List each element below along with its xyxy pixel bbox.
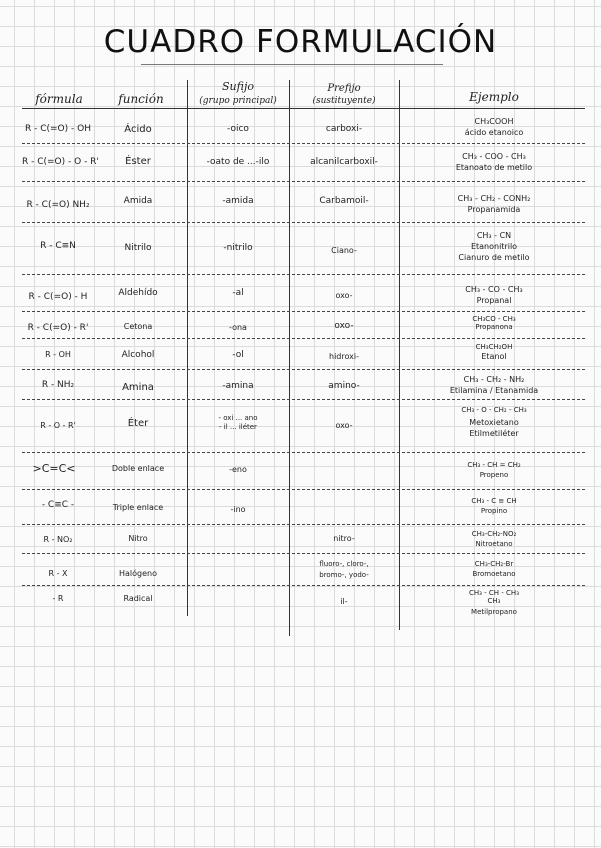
row-amida-formula: R - C(=O) NH₂ (26, 200, 90, 210)
row-separator (22, 524, 585, 525)
row-cetona-sufijo: -ona (229, 323, 247, 332)
row-triple-funcion: Triple enlace (112, 503, 164, 512)
row-nitro-prefijo: nitro- (333, 534, 355, 543)
header-sufijo: Sufijo (222, 80, 254, 93)
row-alcohol-funcion: Alcohol (121, 350, 155, 360)
row-radical-ejemplo (404, 589, 584, 616)
ejemplo-formula: CH₃ - COO - CH₃ (462, 152, 526, 161)
row-cetona-funcion: Cetona (123, 322, 153, 331)
ejemplo-formula: CH₃-CH₂-NO₂ (471, 530, 517, 538)
prefijo-linea-2: bromo-, yodo- (319, 571, 369, 579)
row-acido-formula: R - C(=O) - OH (25, 124, 91, 134)
row-eter-ejemplo (404, 406, 584, 439)
row-amina-ejemplo (404, 374, 584, 396)
row-separator (22, 369, 585, 370)
row-cetona-formula: R - C(=O) - R' (27, 323, 89, 333)
row-separator (22, 143, 585, 144)
col-divider-ejemplo (399, 80, 400, 630)
ejemplo-formula: CH₃ - CH₂ - NH₂ (463, 375, 525, 384)
row-nitrilo-funcion: Nitrilo (124, 243, 152, 253)
sufijo-linea-2: - il ... iléter (219, 423, 257, 431)
row-halogeno-prefijo (292, 559, 396, 581)
ejemplo-nombre-alt: Etilmetiléter (469, 429, 519, 438)
ejemplo-formula: CH₃ - CN (476, 231, 512, 240)
row-acido-prefijo: carboxi- (325, 124, 363, 134)
row-separator (22, 489, 585, 490)
ejemplo-nombre: ácido etanoico (464, 128, 524, 137)
row-nitrilo-prefijo: Ciano- (331, 246, 357, 255)
row-doble-funcion: Doble enlace (111, 464, 165, 473)
row-aldehido-prefijo: oxo- (335, 291, 353, 300)
row-nitro-ejemplo (404, 530, 584, 548)
row-ester-sufijo: -oato de ...-ilo (206, 157, 270, 167)
row-nitrilo-formula: R - C≡N (40, 241, 76, 251)
ejemplo-nombre: Propanamida (467, 205, 521, 214)
ejemplo-nombre: Nitroetano (475, 540, 513, 548)
row-amina-formula: R - NH₂ (41, 380, 75, 390)
ejemplo-formula: CH₃ - CO - CH₃ (465, 285, 523, 294)
ejemplo-nombre: Propanal (476, 296, 512, 305)
row-aldehido-sufijo: -al (232, 288, 244, 298)
ejemplo-formula: CH₃CH₂OH (475, 343, 513, 351)
row-doble-ejemplo (404, 461, 584, 479)
ejemplo-nombre: Propino (480, 507, 508, 515)
row-cetona-prefijo: oxo- (334, 321, 354, 331)
col-divider-sufijo (187, 80, 188, 616)
row-radical-formula: - R (52, 594, 64, 603)
row-acido-ejemplo (404, 116, 584, 138)
row-radical-funcion: Radical (123, 594, 153, 603)
ejemplo-formula: CH₃CO - CH₃ (472, 315, 516, 323)
row-amina-sufijo: -amina (222, 381, 254, 391)
row-separator (22, 222, 585, 223)
row-amida-prefijo: Carbamoil- (319, 196, 369, 206)
title-underline (141, 64, 443, 65)
row-aldehido-ejemplo (404, 284, 584, 306)
ejemplo-formula: CH₃-CH₂-Br (474, 560, 514, 568)
ejemplo-nombre: Bromoetano (472, 570, 516, 578)
ejemplo-nombre: Propanona (475, 323, 513, 331)
row-halogeno-ejemplo (404, 560, 584, 578)
row-ester-funcion: Éster (125, 156, 151, 167)
row-separator (22, 311, 585, 312)
ejemplo-nombre: Etilamina / Etanamida (449, 386, 539, 395)
row-amina-prefijo: amino- (328, 381, 360, 391)
row-alcohol-ejemplo (404, 343, 584, 362)
row-alcohol-prefijo: hidroxi- (329, 352, 359, 361)
row-eter-funcion: Éter (127, 418, 149, 429)
row-eter-sufijo (190, 414, 286, 432)
header-ejemplo: Ejemplo (469, 90, 519, 104)
row-halogeno-funcion: Halógeno (119, 569, 157, 578)
row-acido-funcion: Ácido (124, 124, 152, 135)
row-separator (22, 553, 585, 554)
ejemplo-formula: CH₃ - C ≡ CH (471, 497, 517, 505)
row-doble-formula: >C=C< (32, 462, 76, 475)
ejemplo-nombre: Metilpropano (471, 608, 517, 616)
row-eter-formula: R - O - R' (40, 421, 76, 430)
row-ester-formula: R - C(=O) - O - R' (22, 157, 99, 167)
row-ester-prefijo: alcanilcarboxil- (310, 157, 378, 167)
ejemplo-formula: CH₃ - O - CH₂ - CH₃ (461, 406, 527, 414)
row-separator (22, 181, 585, 182)
prefijo-linea-1: fluoro-, cloro-, (319, 560, 369, 568)
row-acido-sufijo: -oico (227, 124, 249, 134)
ejemplo-formula: CH₃ - CH₂ - CONH₂ (457, 194, 531, 203)
header-formula: fórmula (35, 92, 83, 106)
ejemplo-formula: CH₃ - CH - CH₃ (468, 589, 520, 597)
ejemplo-nombre: Propeno (479, 471, 509, 479)
row-triple-sufijo: -ino (230, 505, 246, 514)
row-doble-sufijo: -eno (229, 465, 247, 474)
ejemplo-nombre: Metoxietano (469, 418, 519, 427)
ejemplo-formula: CH₃COOH (474, 117, 514, 126)
row-amina-funcion: Amina (122, 382, 154, 393)
row-nitrilo-sufijo: -nitrilo (223, 243, 253, 253)
row-separator (22, 399, 585, 400)
row-ester-ejemplo (404, 151, 584, 173)
row-aldehido-funcion: Aldehído (118, 288, 158, 298)
row-alcohol-formula: R - OH (45, 350, 71, 359)
sufijo-linea-1: - oxi ... ano (218, 414, 258, 422)
header-prefijo-sub: (sustituyente) (312, 96, 376, 106)
row-alcohol-sufijo: -ol (232, 350, 244, 360)
row-amida-ejemplo (404, 193, 584, 215)
row-cetona-ejemplo (404, 315, 584, 331)
ejemplo-formula: CH₃ - CH = CH₂ (467, 461, 521, 469)
row-triple-formula: - C≡C - (41, 500, 75, 510)
row-amida-funcion: Amida (123, 196, 153, 206)
ejemplo-nombre: Etanoato de metilo (455, 163, 533, 172)
row-triple-ejemplo (404, 497, 584, 515)
row-nitro-funcion: Nitro (128, 534, 148, 543)
row-radical-prefijo: il- (340, 597, 348, 606)
row-separator (22, 452, 585, 453)
ejemplo-sustituyente: CH₃ (487, 597, 501, 605)
row-separator (22, 585, 585, 586)
ejemplo-nombre: Etanonitrilo (470, 242, 518, 251)
row-eter-prefijo: oxo- (335, 421, 353, 430)
row-nitro-formula: R - NO₂ (43, 535, 73, 544)
header-separator (22, 108, 585, 109)
row-amida-sufijo: -amida (222, 196, 254, 206)
header-sufijo-sub: (grupo principal) (199, 96, 277, 106)
row-separator (22, 338, 585, 339)
page-title: CUADRO FORMULACIÓN (103, 24, 498, 60)
row-halogeno-formula: R - X (48, 569, 68, 578)
ejemplo-nombre-alt: Cianuro de metilo (458, 253, 530, 262)
header-prefijo: Prefijo (327, 83, 361, 94)
row-nitrilo-ejemplo (404, 230, 584, 263)
row-separator (22, 274, 585, 275)
row-aldehido-formula: R - C(=O) - H (28, 292, 88, 302)
header-funcion: función (118, 92, 164, 106)
ejemplo-nombre: Etanol (481, 352, 507, 361)
